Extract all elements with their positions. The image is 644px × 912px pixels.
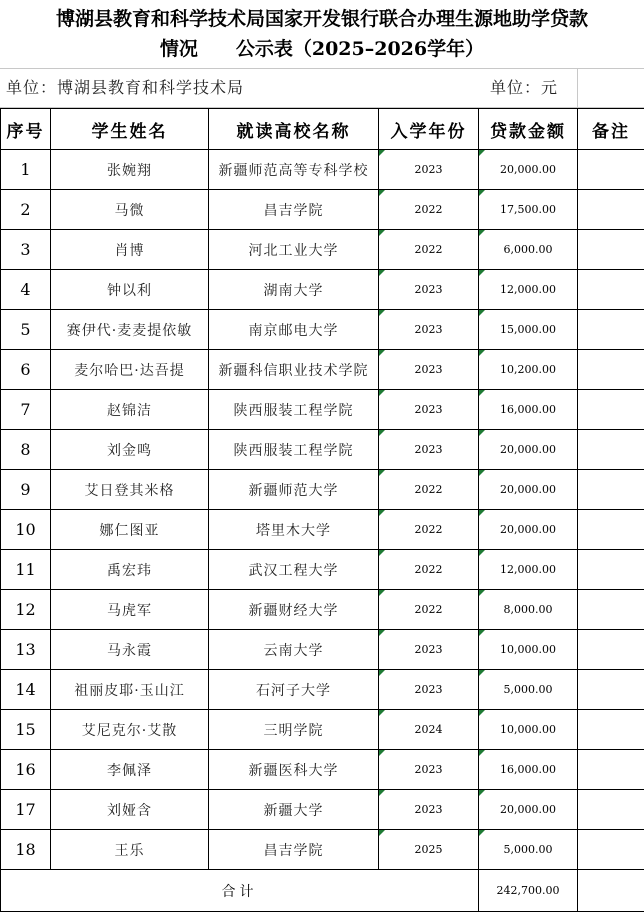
table-body [1, 150, 644, 870]
row-index: 15 [1, 710, 51, 750]
row-student-name: 王乐 [51, 830, 209, 870]
row-school: 三明学院 [209, 710, 379, 750]
table-row [1, 230, 644, 270]
row-enrollment-year: 2023 [379, 150, 479, 190]
row-enrollment-year: 2022 [379, 470, 479, 510]
row-note [578, 230, 644, 270]
row-loan-amount: 20,000.00 [479, 430, 578, 470]
row-school: 南京邮电大学 [209, 310, 379, 350]
row-enrollment-year: 2024 [379, 710, 479, 750]
row-loan-amount: 16,000.00 [479, 750, 578, 790]
row-index: 13 [1, 630, 51, 670]
row-index: 14 [1, 670, 51, 710]
row-note [578, 710, 644, 750]
header-student-name: 学生姓名 [51, 109, 209, 150]
row-school: 武汉工程大学 [209, 550, 379, 590]
row-enrollment-year: 2023 [379, 430, 479, 470]
row-index: 5 [1, 310, 51, 350]
row-loan-amount: 15,000.00 [479, 310, 578, 350]
row-school: 新疆科信职业技术学院 [209, 350, 379, 390]
table-row [1, 630, 644, 670]
row-note [578, 630, 644, 670]
header-enrollment-year: 入学年份 [379, 109, 479, 150]
row-enrollment-year: 2023 [379, 310, 479, 350]
row-enrollment-year: 2023 [379, 350, 479, 390]
row-note [578, 270, 644, 310]
row-loan-amount: 5,000.00 [479, 670, 578, 710]
row-index: 9 [1, 470, 51, 510]
row-enrollment-year: 2023 [379, 750, 479, 790]
row-index: 12 [1, 590, 51, 630]
table-row [1, 590, 644, 630]
table-row [1, 270, 644, 310]
row-index: 11 [1, 550, 51, 590]
row-loan-amount: 12,000.00 [479, 270, 578, 310]
row-note [578, 350, 644, 390]
page-title [0, 0, 644, 68]
row-enrollment-year: 2022 [379, 590, 479, 630]
row-student-name: 禹宏玮 [51, 550, 209, 590]
header-school: 就读高校名称 [209, 109, 379, 150]
row-loan-amount: 16,000.00 [479, 390, 578, 430]
header-loan-amount: 贷款金额 [479, 109, 578, 150]
table-row [1, 390, 644, 430]
row-school: 陕西服装工程学院 [209, 430, 379, 470]
row-enrollment-year: 2023 [379, 670, 479, 710]
row-enrollment-year: 2023 [379, 790, 479, 830]
header-note: 备注 [578, 109, 644, 150]
row-note [578, 470, 644, 510]
row-enrollment-year: 2022 [379, 230, 479, 270]
row-loan-amount: 8,000.00 [479, 590, 578, 630]
row-student-name: 赛伊代·麦麦提依敏 [51, 310, 209, 350]
row-index: 6 [1, 350, 51, 390]
table-row [1, 430, 644, 470]
table-row [1, 350, 644, 390]
row-loan-amount: 10,200.00 [479, 350, 578, 390]
table-row [1, 190, 644, 230]
row-student-name: 赵锦洁 [51, 390, 209, 430]
row-student-name: 祖丽皮耶·玉山江 [51, 670, 209, 710]
total-amount: 242,700.00 [479, 870, 578, 912]
row-student-name: 娜仁图亚 [51, 510, 209, 550]
row-student-name: 张婉翔 [51, 150, 209, 190]
row-note [578, 310, 644, 350]
table-row [1, 790, 644, 830]
row-loan-amount: 20,000.00 [479, 790, 578, 830]
table-row [1, 150, 644, 190]
row-index: 7 [1, 390, 51, 430]
row-index: 10 [1, 510, 51, 550]
row-student-name: 马微 [51, 190, 209, 230]
row-enrollment-year: 2023 [379, 390, 479, 430]
row-note [578, 390, 644, 430]
row-index: 1 [1, 150, 51, 190]
row-student-name: 李佩泽 [51, 750, 209, 790]
row-enrollment-year: 2023 [379, 630, 479, 670]
row-student-name: 艾日登其米格 [51, 470, 209, 510]
table-row [1, 510, 644, 550]
row-index: 17 [1, 790, 51, 830]
row-school: 河北工业大学 [209, 230, 379, 270]
row-loan-amount: 5,000.00 [479, 830, 578, 870]
row-note [578, 430, 644, 470]
row-note [578, 150, 644, 190]
total-row [1, 870, 644, 912]
row-school: 塔里木大学 [209, 510, 379, 550]
table-row [1, 670, 644, 710]
table-row [1, 750, 644, 790]
row-enrollment-year: 2023 [379, 270, 479, 310]
row-student-name: 刘金鸣 [51, 430, 209, 470]
row-note [578, 670, 644, 710]
table-row [1, 470, 644, 510]
row-note [578, 590, 644, 630]
row-loan-amount: 10,000.00 [479, 630, 578, 670]
row-student-name: 刘娅含 [51, 790, 209, 830]
issuing-unit-label: 单位：博湖县教育和科学技术局 [6, 69, 244, 107]
row-school: 陕西服装工程学院 [209, 390, 379, 430]
row-note [578, 790, 644, 830]
table-row [1, 830, 644, 870]
row-school: 新疆财经大学 [209, 590, 379, 630]
total-note-cell [578, 870, 644, 912]
row-student-name: 艾尼克尔·艾散 [51, 710, 209, 750]
row-school: 云南大学 [209, 630, 379, 670]
unit-row-divider [577, 69, 578, 108]
row-student-name: 马永霞 [51, 630, 209, 670]
row-note [578, 830, 644, 870]
row-loan-amount: 10,000.00 [479, 710, 578, 750]
total-label: 合计 [1, 870, 479, 912]
currency-unit-label: 单位：元 [490, 69, 558, 107]
row-student-name: 麦尔哈巴·达吾提 [51, 350, 209, 390]
table-row [1, 310, 644, 350]
row-enrollment-year: 2022 [379, 190, 479, 230]
row-index: 8 [1, 430, 51, 470]
row-index: 18 [1, 830, 51, 870]
row-loan-amount: 6,000.00 [479, 230, 578, 270]
unit-row [0, 68, 644, 108]
row-school: 昌吉学院 [209, 830, 379, 870]
title-line-1: 博湖县教育和科学技术局国家开发银行联合办理生源地助学贷款 [0, 4, 644, 34]
row-note [578, 750, 644, 790]
row-enrollment-year: 2022 [379, 550, 479, 590]
row-note [578, 550, 644, 590]
row-note [578, 190, 644, 230]
row-loan-amount: 17,500.00 [479, 190, 578, 230]
title-line-2: 情况 公示表（2025–2026学年） [0, 34, 644, 64]
row-student-name: 钟以利 [51, 270, 209, 310]
table-row [1, 710, 644, 750]
row-index: 16 [1, 750, 51, 790]
row-school: 新疆医科大学 [209, 750, 379, 790]
row-index: 2 [1, 190, 51, 230]
row-school: 新疆师范高等专科学校 [209, 150, 379, 190]
row-enrollment-year: 2022 [379, 510, 479, 550]
row-note [578, 510, 644, 550]
table-row [1, 550, 644, 590]
header-index: 序号 [1, 109, 51, 150]
row-student-name: 马虎军 [51, 590, 209, 630]
row-index: 3 [1, 230, 51, 270]
row-loan-amount: 20,000.00 [479, 510, 578, 550]
row-school: 新疆师范大学 [209, 470, 379, 510]
row-school: 石河子大学 [209, 670, 379, 710]
loan-table [0, 108, 644, 912]
row-loan-amount: 20,000.00 [479, 150, 578, 190]
row-school: 新疆大学 [209, 790, 379, 830]
row-loan-amount: 12,000.00 [479, 550, 578, 590]
row-school: 昌吉学院 [209, 190, 379, 230]
table-header-row [1, 109, 644, 150]
row-student-name: 肖博 [51, 230, 209, 270]
row-enrollment-year: 2025 [379, 830, 479, 870]
row-loan-amount: 20,000.00 [479, 470, 578, 510]
row-school: 湖南大学 [209, 270, 379, 310]
row-index: 4 [1, 270, 51, 310]
